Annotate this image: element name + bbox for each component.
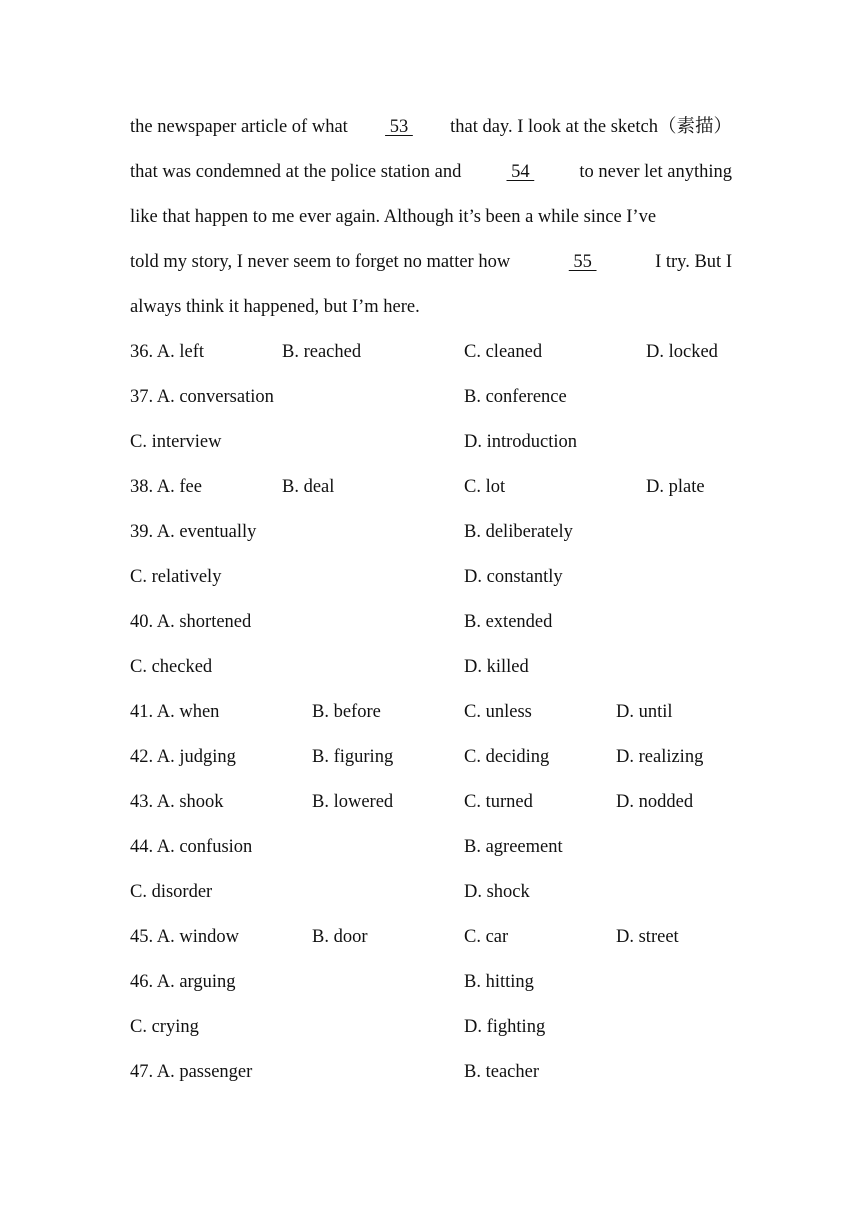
option-choice: C. interview (130, 432, 222, 452)
option-choice: D. realizing (616, 747, 704, 767)
option-choice: C. car (464, 927, 509, 947)
option-row (130, 735, 750, 780)
option-choice: C. disorder (130, 882, 213, 902)
option-choice: B. teacher (464, 1062, 539, 1082)
passage-line-3 (130, 195, 732, 240)
option-row (130, 780, 750, 825)
option-row (130, 1005, 750, 1050)
option-row (130, 870, 750, 915)
option-choice: B. agreement (464, 837, 563, 857)
blank-55: 55 (568, 252, 597, 272)
option-choice: 46. A. arguing (130, 972, 236, 992)
blank-54: 54 (506, 162, 535, 182)
blank-53: 53 (385, 117, 413, 137)
option-choice: C. unless (464, 702, 532, 722)
option-choice: 44. A. confusion (130, 837, 253, 857)
passage-line-1 (130, 105, 732, 150)
option-choice: D. killed (464, 657, 529, 677)
option-choice: D. shock (464, 882, 530, 902)
option-row (130, 510, 750, 555)
option-choice: C. cleaned (464, 342, 543, 362)
passage-text-segment: I try. But I (655, 252, 732, 272)
option-choice: D. until (616, 702, 673, 722)
option-choice: C. lot (464, 477, 506, 497)
option-row (130, 1050, 750, 1095)
passage-text-segment: to never let anything (579, 162, 732, 182)
option-choice: 39. A. eventually (130, 522, 257, 542)
option-choice: B. before (312, 702, 381, 722)
option-choice: C. crying (130, 1017, 199, 1037)
option-row (130, 330, 750, 375)
option-choice: 41. A. when (130, 702, 220, 722)
option-choice: D. nodded (616, 792, 694, 812)
passage-text-segment: that was condemned at the police station and (130, 162, 462, 182)
option-choice: D. plate (646, 477, 705, 497)
passage-line-2 (130, 150, 732, 195)
option-choice: B. deal (282, 477, 335, 497)
option-choice: C. checked (130, 657, 213, 677)
option-choice: 37. A. conversation (130, 387, 274, 407)
option-choice: D. street (616, 927, 679, 947)
option-choice: B. extended (464, 612, 553, 632)
passage-text (130, 105, 732, 330)
option-row (130, 555, 750, 600)
passage-line-5 (130, 285, 732, 330)
passage-text-segment: like that happen to me ever again. Although it’s been a while since I’ve (130, 207, 657, 227)
option-choice: B. lowered (312, 792, 394, 812)
option-choice: 38. A. fee (130, 477, 202, 497)
option-choice: C. relatively (130, 567, 222, 587)
option-row (130, 960, 750, 1005)
option-choice: 47. A. passenger (130, 1062, 253, 1082)
option-row (130, 600, 750, 645)
option-choice: 42. A. judging (130, 747, 236, 767)
option-row (130, 375, 750, 420)
passage-text-segment: always think it happened, but I’m here. (130, 297, 420, 317)
option-choice: C. deciding (464, 747, 550, 767)
answer-options (130, 330, 750, 1095)
option-choice: 43. A. shook (130, 792, 224, 812)
option-choice: B. figuring (312, 747, 394, 767)
option-choice: D. locked (646, 342, 718, 362)
option-choice: 40. A. shortened (130, 612, 252, 632)
option-row (130, 420, 750, 465)
option-row (130, 690, 750, 735)
option-choice: 36. A. left (130, 342, 204, 362)
option-choice: B. conference (464, 387, 567, 407)
passage-text-segment: that day. I look at the sketch（素描） (450, 117, 732, 137)
option-row (130, 645, 750, 690)
passage-text-segment: the newspaper article of what (130, 117, 348, 137)
option-choice: D. constantly (464, 567, 563, 587)
option-row (130, 465, 750, 510)
option-choice: C. turned (464, 792, 533, 812)
option-choice: B. door (312, 927, 368, 947)
option-choice: D. fighting (464, 1017, 546, 1037)
option-choice: 45. A. window (130, 927, 239, 947)
option-row (130, 915, 750, 960)
option-row (130, 825, 750, 870)
passage-text-segment: told my story, I never seem to forget no matter how (130, 252, 511, 272)
option-choice: B. deliberately (464, 522, 573, 542)
option-choice: D. introduction (464, 432, 578, 452)
option-choice: B. reached (282, 342, 362, 362)
option-choice: B. hitting (464, 972, 534, 992)
passage-line-4 (130, 240, 732, 285)
